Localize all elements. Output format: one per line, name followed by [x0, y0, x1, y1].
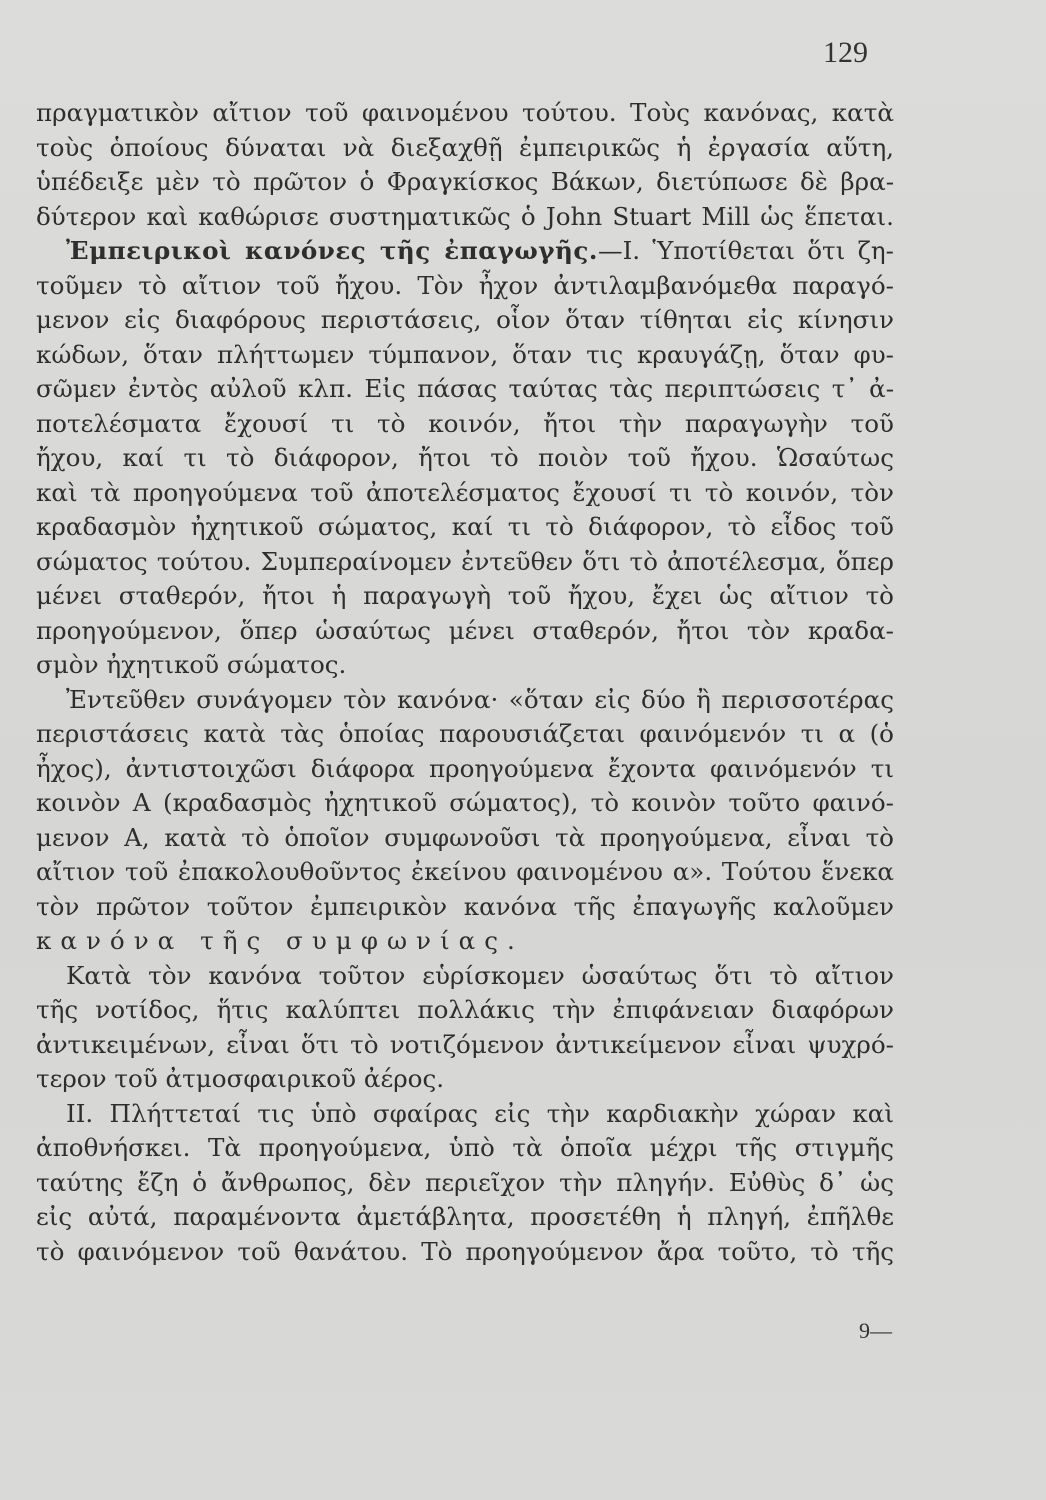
text-line: τοὺς ὁποίους δύναται νὰ διεξαχθῇ ἐμπειρικῶς ἡ ἐργασία αὕτη,	[36, 132, 894, 162]
section-heading-line	[36, 234, 894, 269]
body-text	[36, 96, 894, 1269]
rule-name: κανόνα τῆς συμφωνίας.	[36, 926, 524, 955]
text-line: προηγούμενον, ὅπερ ὡσαύτως μένει σταθερόν, ἤτοι τὸν κραδα-	[36, 615, 894, 645]
text-line: κώδων, ὅταν πλήττωμεν τύμπανον, ὅταν τις κραυγάζῃ, ὅταν φυ-	[36, 339, 894, 369]
text-line: σώματος τούτου. Συμπεραίνομεν ἐντεῦθεν ὅτι τὸ ἀποτέλεσμα, ὅπερ	[36, 546, 894, 576]
text-line: ὑπέδειξε μὲν τὸ πρῶτον ὁ Φραγκίσκος Βάκων, διετύπωσε δὲ βρα-	[36, 167, 894, 196]
text-line: τὸ φαινόμενον τοῦ θανάτου. Τὸ προηγούμενον ἄρα τοῦτο, τὸ τῆς	[36, 1236, 894, 1266]
text-line: σμὸν ἠχητικοῦ σώματος.	[36, 650, 347, 679]
heading-continuation: —Ι. Ὑποτίθεται ὅτι ζη-	[597, 236, 894, 265]
text-line: τοῦμεν τὸ αἴτιον τοῦ ἤχου. Τὸν ἦχον ἀντιλαμβανόμεθα παραγό-	[36, 270, 894, 300]
text-line: αἴτιον τοῦ ἐπακολουθοῦντος ἐκείνου φαινομένου α». Τούτου ἕνεκα	[36, 857, 894, 886]
section-heading: Ἐμπειρικοὶ κανόνες τῆς ἐπαγωγῆς.	[66, 236, 598, 265]
text-line: ποτελέσματα ἔχουσί τι τὸ κοινόν, ἤτοι τὴν παραγωγὴν τοῦ	[36, 408, 894, 438]
text-line: II. Πλήττεταί τις ὑπὸ σφαίρας εἰς τὴν καρδιακὴν χώραν καὶ	[66, 1098, 894, 1128]
text-line: ἤχου, καί τι τὸ διάφορον, ἤτοι τὸ ποιὸν τοῦ ἤχου. Ὡσαύτως	[36, 443, 894, 472]
text-line: πραγματικὸν αἴτιον τοῦ φαινομένου τούτου. Τοὺς κανόνας, κατὰ	[36, 98, 894, 127]
text-line: ταύτης ἔζη ὁ ἄνθρωπος, δὲν περιεῖχον τὴν πληγήν. Εὐθὺς δ᾽ ὡς	[36, 1167, 894, 1197]
text-line: ἦχος), ἀντιστοιχῶσι διάφορα προηγούμενα ἔχοντα φαινόμενόν τι	[36, 753, 894, 783]
text-line: Ἐντεῦθεν συνάγομεν τὸν κανόνα· «ὅταν εἰς δύο ἢ περισσοτέρας	[66, 684, 894, 714]
text-line: τὸν πρῶτον τοῦτον ἐμπειρικὸν κανόνα τῆς ἐπαγωγῆς καλοῦμεν	[36, 891, 894, 921]
text-line: καὶ τὰ προηγούμενα τοῦ ἀποτελέσματος ἔχουσί τι τὸ κοινόν, τὸν	[36, 477, 894, 507]
text-line: τερον τοῦ ἀτμοσφαιρικοῦ ἀέρος.	[36, 1064, 445, 1093]
text-line: σῶμεν ἐντὸς αὐλοῦ κλπ. Εἰς πάσας ταύτας τὰς περιπτώσεις τ᾽ ἀ-	[36, 374, 894, 403]
text-line: μενον Α, κατὰ τὸ ὁποῖον συμφωνοῦσι τὰ προηγούμενα, εἶναι τὸ	[36, 822, 894, 852]
text-line: δύτερον καὶ καθώρισε συστηματικῶς ὁ John Stuart Mill ὡς ἕπεται.	[36, 201, 894, 231]
text-line: ἀποθνήσκει. Τὰ προηγούμενα, ὑπὸ τὰ ὁποῖα μέχρι τῆς στιγμῆς	[36, 1133, 894, 1162]
text-line: κοινὸν Α (κραδασμὸς ἠχητικοῦ σώματος), τὸ κοινὸν τοῦτο φαινό-	[36, 788, 894, 817]
text-line: εἰς αὐτά, παραμένοντα ἀμετάβλητα, προσετέθη ἡ πληγή, ἐπῆλθε	[36, 1202, 894, 1231]
text-line: μενον εἰς διαφόρους περιστάσεις, οἷον ὅταν τίθηται εἰς κίνησιν	[36, 305, 894, 334]
text-line: τῆς νοτίδος, ἥτις καλύπτει πολλάκις τὴν ἐπιφάνειαν διαφόρων	[36, 995, 894, 1024]
text-line: κραδασμὸν ἠχητικοῦ σώματος, καί τι τὸ διάφορον, τὸ εἶδος τοῦ	[36, 512, 894, 541]
text-line: ἀντικειμένων, εἶναι ὅτι τὸ νοτιζόμενον ἀντικείμενον εἶναι ψυχρό-	[36, 1029, 894, 1059]
text-line: μένει σταθερόν, ἤτοι ἡ παραγωγὴ τοῦ ἤχου, ἔχει ὡς αἴτιον τὸ	[36, 581, 894, 610]
signature-mark: 9—	[859, 1318, 892, 1343]
page-number: 129	[823, 36, 868, 69]
text-line: περιστάσεις κατὰ τὰς ὁποίας παρουσιάζεται φαινόμενόν τι α (ὁ	[36, 719, 894, 748]
text-line: Κατὰ τὸν κανόνα τοῦτον εὑρίσκομεν ὡσαύτως ὅτι τὸ αἴτιον	[66, 960, 894, 990]
